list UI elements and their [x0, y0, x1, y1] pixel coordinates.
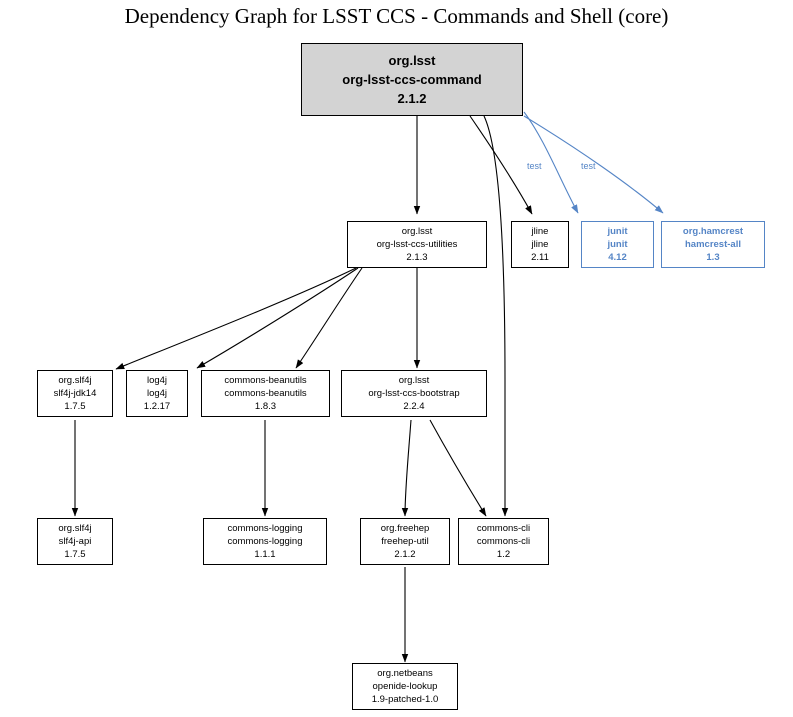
node-line-version: 2.2.4: [403, 401, 425, 412]
node-line-version: 2.11: [531, 252, 549, 263]
node-line-version: 1.7.5: [64, 401, 86, 412]
node-slf4j-api[interactable]: [37, 518, 113, 565]
node-line-version: 1.3: [706, 252, 720, 263]
node-line-version: 1.2: [496, 549, 511, 560]
node-org-lsst-ccs-bootstrap[interactable]: [341, 370, 487, 417]
node-line-artifact: commons-logging: [227, 536, 303, 547]
node-line-artifact: org-lsst-ccs-utilities: [376, 239, 458, 250]
node-line-artifact: log4j: [146, 388, 168, 399]
node-line-version: 1.7.5: [64, 549, 86, 560]
node-commons-beanutils[interactable]: [201, 370, 330, 417]
node-line-group: junit: [607, 226, 628, 237]
node-line-version: 2.1.2: [394, 549, 416, 560]
edge-label-test-junit: test: [527, 161, 542, 171]
node-jline[interactable]: [511, 221, 569, 268]
node-line-artifact: commons-beanutils: [224, 388, 307, 399]
node-line-artifact: org-lsst-ccs-bootstrap: [368, 388, 460, 399]
node-commons-cli[interactable]: [458, 518, 549, 565]
node-line-group: org.lsst: [398, 375, 430, 386]
node-line-artifact: openide-lookup: [372, 681, 438, 692]
node-line-group: log4j: [146, 375, 168, 386]
node-line-artifact: junit: [607, 239, 628, 250]
node-line-group: commons-cli: [476, 523, 531, 534]
edge-label-test-hamcrest: test: [581, 161, 596, 171]
node-line-artifact: freehep-util: [381, 536, 429, 547]
node-line-artifact: slf4j-api: [58, 536, 92, 547]
node-junit[interactable]: [581, 221, 654, 268]
node-line-group: org.slf4j: [58, 375, 92, 386]
node-hamcrest-all[interactable]: [661, 221, 765, 268]
node-line-group: org.netbeans: [377, 668, 433, 679]
node-log4j[interactable]: [126, 370, 188, 417]
node-line-version: 1.1.1: [254, 549, 276, 560]
node-line-group: commons-beanutils: [224, 375, 307, 386]
node-line-version: 4.12: [608, 252, 627, 263]
node-line-artifact: jline: [531, 239, 549, 250]
node-org-lsst-ccs-utilities[interactable]: [347, 221, 487, 268]
node-line-artifact: commons-cli: [476, 536, 531, 547]
node-line-version: 2.1.2: [397, 91, 427, 106]
node-line-artifact: org-lsst-ccs-command: [342, 72, 482, 87]
page-title: Dependency Graph for LSST CCS - Commands and Shell (core): [124, 4, 669, 28]
node-line-version: 1.9-patched-1.0: [371, 694, 439, 705]
node-line-artifact: hamcrest-all: [685, 239, 741, 250]
node-line-group: org.lsst: [401, 226, 433, 237]
node-openide-lookup[interactable]: [352, 663, 458, 710]
node-freehep-util[interactable]: [360, 518, 450, 565]
node-line-group: org.freehep: [380, 523, 430, 534]
node-line-group: commons-logging: [227, 523, 303, 534]
node-org-lsst-ccs-command[interactable]: [301, 43, 523, 116]
node-line-artifact: slf4j-jdk14: [53, 388, 97, 399]
node-line-version: 2.1.3: [406, 252, 428, 263]
node-slf4j-jdk14[interactable]: [37, 370, 113, 417]
node-line-group: jline: [531, 226, 549, 237]
node-commons-logging[interactable]: [203, 518, 327, 565]
node-line-version: 1.8.3: [254, 401, 277, 412]
node-line-group: org.lsst: [388, 53, 436, 68]
node-line-group: org.hamcrest: [682, 226, 744, 237]
node-line-version: 1.2.17: [143, 401, 171, 412]
node-line-group: org.slf4j: [58, 523, 92, 534]
